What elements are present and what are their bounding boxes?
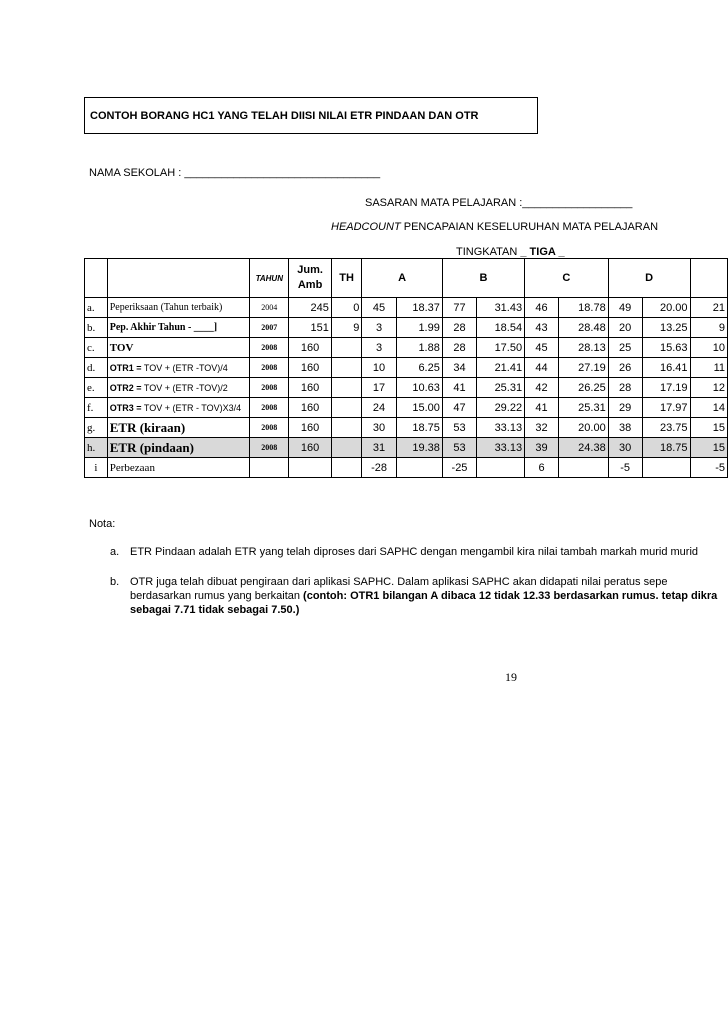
row-c-pct: 24.38 — [558, 438, 608, 458]
row-c-count: 46 — [525, 298, 559, 318]
row-b-count: 34 — [442, 358, 476, 378]
row-e-count: 11 — [690, 358, 727, 378]
table-row — [85, 358, 728, 378]
table-row — [85, 438, 728, 458]
header-grade-b: B — [442, 259, 524, 298]
row-tahun: 2004 — [250, 298, 289, 318]
row-th — [331, 378, 362, 398]
row-a-count: -28 — [362, 458, 396, 478]
row-jum: 151 — [289, 318, 331, 338]
row-a-count: 3 — [362, 338, 396, 358]
row-c-count: 41 — [525, 398, 559, 418]
row-b-count: 53 — [442, 418, 476, 438]
row-a-pct: 6.25 — [396, 358, 442, 378]
row-tahun: 2007 — [250, 318, 289, 338]
row-th — [331, 458, 362, 478]
row-th: 0 — [331, 298, 362, 318]
row-jum: 160 — [289, 358, 331, 378]
row-d-count: 26 — [608, 358, 642, 378]
row-c-count: 32 — [525, 418, 559, 438]
row-code: h. — [85, 438, 108, 458]
row-b-pct: 29.22 — [477, 398, 525, 418]
row-c-count: 39 — [525, 438, 559, 458]
row-code: b. — [85, 318, 108, 338]
row-d-pct: 17.19 — [642, 378, 690, 398]
form-level-line — [456, 246, 565, 258]
row-b-count: 53 — [442, 438, 476, 458]
row-th — [331, 398, 362, 418]
row-d-count: 38 — [608, 418, 642, 438]
row-c-count: 45 — [525, 338, 559, 358]
row-d-pct: 13.25 — [642, 318, 690, 338]
row-jum: 160 — [289, 338, 331, 358]
row-th — [331, 418, 362, 438]
row-label: Peperiksaan (Tahun terbaik) — [107, 298, 249, 318]
row-c-pct: 25.31 — [558, 398, 608, 418]
row-d-count: 49 — [608, 298, 642, 318]
table-row — [85, 458, 728, 478]
header-grade-a: A — [362, 259, 442, 298]
row-c-pct: 20.00 — [558, 418, 608, 438]
row-label-bold: OTR3 = — [109, 402, 142, 413]
row-a-count: 17 — [362, 378, 396, 398]
row-th: 9 — [331, 318, 362, 338]
row-code: c. — [85, 338, 108, 358]
row-b-pct: 31.43 — [477, 298, 525, 318]
headcount-line — [331, 221, 658, 233]
table-row — [85, 298, 728, 318]
row-a-pct: 15.00 — [396, 398, 442, 418]
row-d-pct — [642, 458, 690, 478]
table-row — [85, 338, 728, 358]
row-label-rest: TOV + (ETR -TOV)/4 — [141, 362, 228, 373]
row-d-count: 25 — [608, 338, 642, 358]
row-c-pct: 18.78 — [558, 298, 608, 318]
form-level-value: _ TIGA _ — [520, 246, 565, 258]
row-c-pct: 28.48 — [558, 318, 608, 338]
row-d-pct: 15.63 — [642, 338, 690, 358]
row-label-rest: TOV + (ETR -TOV)/2 — [141, 382, 228, 393]
row-tahun: 2008 — [250, 418, 289, 438]
row-c-pct — [558, 458, 608, 478]
table-header-row — [85, 259, 728, 298]
header-label — [107, 259, 249, 298]
row-c-count: 6 — [525, 458, 559, 478]
row-jum: 160 — [289, 398, 331, 418]
row-b-pct: 33.13 — [477, 438, 525, 458]
row-d-count: -5 — [608, 458, 642, 478]
header-tahun: TAHUN — [250, 259, 289, 298]
row-a-pct: 18.37 — [396, 298, 442, 318]
row-label: Perbezaan — [107, 458, 249, 478]
row-b-count: -25 — [442, 458, 476, 478]
note-text: ETR Pindaan adalah ETR yang telah diproses dari SAPHC dengan mengambil kira nilai tambah markah murid murid — [130, 546, 699, 558]
headcount-rest: PENCAPAIAN KESELURUHAN MATA PELAJARAN — [400, 221, 659, 233]
row-a-count: 24 — [362, 398, 396, 418]
row-a-count: 3 — [362, 318, 396, 338]
headcount-table — [84, 258, 728, 478]
row-b-pct: 33.13 — [477, 418, 525, 438]
row-jum: 160 — [289, 418, 331, 438]
row-th — [331, 358, 362, 378]
note-marker: b. — [110, 576, 120, 588]
row-b-count: 28 — [442, 338, 476, 358]
row-b-pct — [477, 458, 525, 478]
row-code: g. — [85, 418, 108, 438]
note-text-bold: (contoh: OTR1 bilangan A dibaca 12 tidak 12.33 berdasarkan rumus. tetap dikra sebagai 7.71 tidak sebagai 7.50.) — [130, 590, 718, 616]
table-row — [85, 398, 728, 418]
row-code: e. — [85, 378, 108, 398]
row-label: ETR (pindaan) — [107, 438, 249, 458]
note-marker: a. — [110, 546, 120, 558]
row-label — [107, 398, 249, 418]
row-b-count: 41 — [442, 378, 476, 398]
header-grade-e — [690, 259, 727, 298]
target-subject-line: SASARAN MATA PELAJARAN :__________________ — [365, 197, 633, 209]
row-code: i — [85, 458, 108, 478]
row-label: TOV — [107, 338, 249, 358]
row-d-pct: 18.75 — [642, 438, 690, 458]
row-label: Pep. Akhir Tahun - ____] — [107, 318, 249, 338]
header-grade-c: C — [525, 259, 609, 298]
row-tahun: 2008 — [250, 358, 289, 378]
form-title: CONTOH BORANG HC1 YANG TELAH DIISI NILAI ETR PINDAAN DAN OTR — [84, 97, 538, 134]
row-d-count: 29 — [608, 398, 642, 418]
school-name-line: NAMA SEKOLAH : ________________________________ — [89, 167, 381, 179]
row-e-count: 14 — [690, 398, 727, 418]
row-e-count: 15 — [690, 438, 727, 458]
row-e-count: -5 — [690, 458, 727, 478]
row-tahun: 2008 — [250, 438, 289, 458]
row-code: f. — [85, 398, 108, 418]
row-code: a. — [85, 298, 108, 318]
row-c-count: 44 — [525, 358, 559, 378]
row-tahun — [250, 458, 289, 478]
row-c-pct: 26.25 — [558, 378, 608, 398]
row-code: d. — [85, 358, 108, 378]
row-jum: 160 — [289, 438, 331, 458]
row-d-pct: 17.97 — [642, 398, 690, 418]
row-a-count: 31 — [362, 438, 396, 458]
row-b-pct: 18.54 — [477, 318, 525, 338]
table-row — [85, 378, 728, 398]
row-a-count: 10 — [362, 358, 396, 378]
row-tahun: 2008 — [250, 378, 289, 398]
row-d-pct: 16.41 — [642, 358, 690, 378]
row-c-count: 42 — [525, 378, 559, 398]
header-jum-amb: Jum. Amb — [289, 259, 331, 298]
header-th: TH — [331, 259, 362, 298]
row-tahun: 2008 — [250, 338, 289, 358]
row-b-count: 47 — [442, 398, 476, 418]
row-label-rest: TOV + (ETR - TOV)X3/4 — [141, 402, 242, 413]
row-label — [107, 358, 249, 378]
row-a-count: 45 — [362, 298, 396, 318]
row-b-pct: 17.50 — [477, 338, 525, 358]
header-grade-d: D — [608, 259, 690, 298]
row-b-pct: 21.41 — [477, 358, 525, 378]
row-e-count: 9 — [690, 318, 727, 338]
row-b-pct: 25.31 — [477, 378, 525, 398]
row-jum — [289, 458, 331, 478]
row-e-count: 10 — [690, 338, 727, 358]
row-a-pct: 18.75 — [396, 418, 442, 438]
note-text-plain: OTR juga telah dibuat pengiraan dari aplikasi SAPHC. Dalam aplikasi SAPHC akan didapati nilai peratus sepe berdasarkan rumus yang berkaitan — [130, 576, 668, 602]
row-c-count: 43 — [525, 318, 559, 338]
row-a-pct: 1.88 — [396, 338, 442, 358]
row-label: ETR (kiraan) — [107, 418, 249, 438]
note-text — [130, 575, 728, 617]
row-d-count: 20 — [608, 318, 642, 338]
row-d-count: 28 — [608, 378, 642, 398]
row-jum: 245 — [289, 298, 331, 318]
row-tahun: 2008 — [250, 398, 289, 418]
row-label-bold: OTR2 = — [109, 382, 142, 393]
notes-heading: Nota: — [89, 518, 116, 530]
row-a-count: 30 — [362, 418, 396, 438]
row-e-count: 12 — [690, 378, 727, 398]
table-row — [85, 418, 728, 438]
row-th — [331, 438, 362, 458]
row-label — [107, 378, 249, 398]
row-d-pct: 23.75 — [642, 418, 690, 438]
row-a-pct: 1.99 — [396, 318, 442, 338]
row-label-bold: OTR1 = — [109, 362, 142, 373]
header-code — [85, 259, 108, 298]
row-c-pct: 27.19 — [558, 358, 608, 378]
table-row — [85, 318, 728, 338]
headcount-italic: HEADCOUNT — [331, 221, 401, 233]
row-a-pct: 10.63 — [396, 378, 442, 398]
row-th — [331, 338, 362, 358]
row-a-pct: 19.38 — [396, 438, 442, 458]
row-e-count: 21 — [690, 298, 727, 318]
row-b-count: 28 — [442, 318, 476, 338]
row-jum: 160 — [289, 378, 331, 398]
row-b-count: 77 — [442, 298, 476, 318]
form-level-label: TINGKATAN — [456, 246, 521, 258]
row-d-pct: 20.00 — [642, 298, 690, 318]
row-c-pct: 28.13 — [558, 338, 608, 358]
row-a-pct — [396, 458, 442, 478]
page-number: 19 — [505, 670, 517, 684]
row-d-count: 30 — [608, 438, 642, 458]
row-e-count: 15 — [690, 418, 727, 438]
